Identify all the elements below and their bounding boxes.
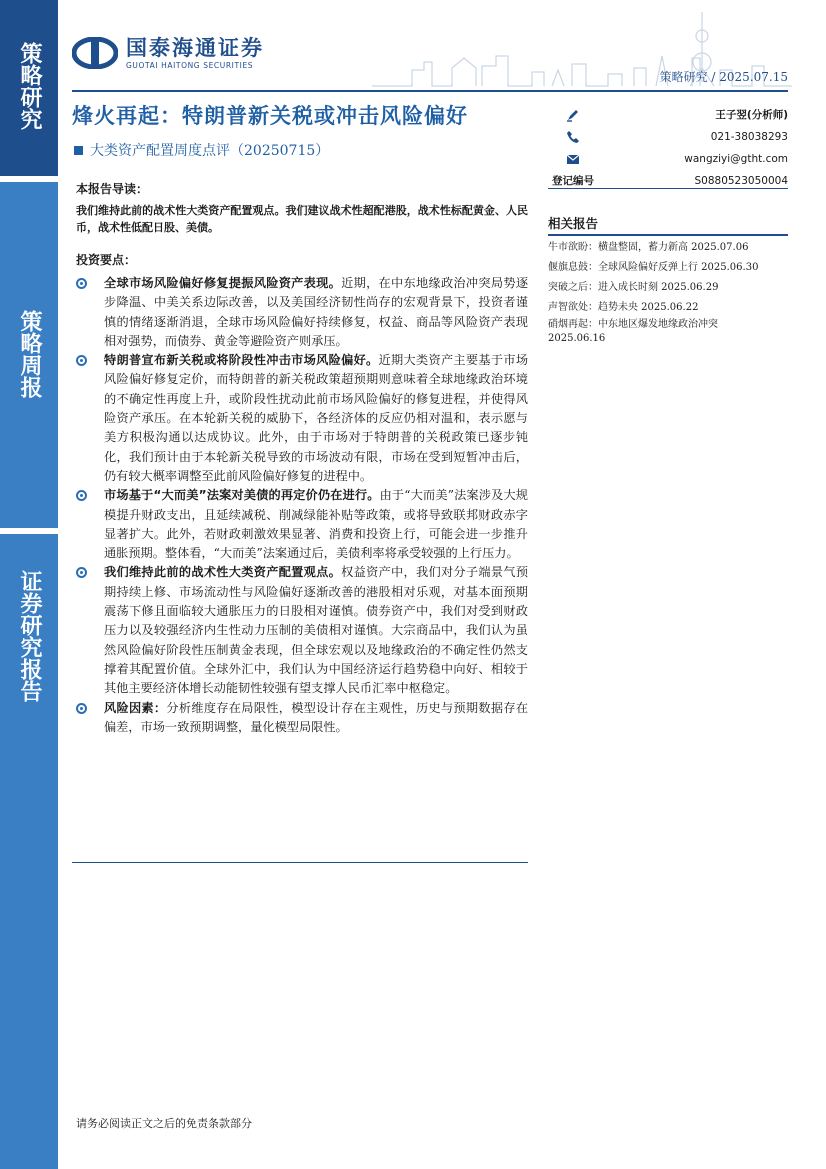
analyst-phone: 021-38038293 (710, 131, 788, 143)
related-report-item[interactable]: 硝烟再起：中东地区爆发地缘政治冲突 (548, 319, 718, 330)
mail-icon (566, 152, 580, 166)
report-guide-title: 本报告导读： (76, 182, 149, 196)
related-report-item[interactable]: 声智欲处：趋势未央 2025.06.22 (548, 302, 699, 313)
report-title: 烽火再起：特朗普新关税或冲击风险偏好 (72, 104, 468, 128)
key-point-body: 分析维度存在局限性，模型设计存在主观性，历史与预期数据存在偏差，市场一致预期调整，量化模型局限性。 (104, 700, 529, 734)
analyst-info (548, 104, 788, 192)
footer-disclaimer: 请务必阅读正文之后的免责条款部分 (76, 1117, 252, 1130)
analyst-phone-row (548, 126, 788, 148)
report-subtitle-text: 大类资产配置周度点评（20250715） (90, 143, 330, 159)
logo-chinese-name: 国泰海通证券 (126, 36, 264, 60)
sidebar-tab-strategy-research (0, 0, 58, 176)
key-points-title: 投资要点： (76, 253, 137, 267)
sidebar-tab-label: 证券研究报告 (17, 570, 42, 702)
related-reports-list (548, 238, 792, 346)
related-reports-title: 相关报告 (548, 216, 599, 231)
key-point-lead: 我们维持此前的战术性大类资产配置观点。 (104, 565, 342, 580)
analyst-email-row (548, 148, 788, 170)
registration-number: S0880523050004 (694, 175, 788, 187)
report-guide-text: 我们维持此前的战术性大类资产配置观点。我们建议战术性超配港股，战术性标配黄金、人民币，战术性低配日股、美债。 (76, 204, 528, 234)
circle-bullet-icon (76, 278, 87, 289)
sidebar-tab-label: 策略周报 (17, 310, 42, 398)
key-point-body: 由于“大而美”法案涉及大规模提升财政支出，且延续减税、削减绿能补贴等政策，或将导致联邦财政赤字显著扩大。此外，若财政刺激效果显著、消费和投资上行，可能会进一步推升通胀预期。整体看，“大而美”法案通过后，美债利率将承受较强的上行压力。 (104, 488, 528, 561)
sidebar-tab-label: 策略研究 (17, 42, 42, 130)
analyst-name: 王子翌(分析师) (715, 109, 788, 121)
key-point-body: 权益资产中，我们对分子端景气预期持续上修、市场流动性与风险偏好逐渐改善的港股相对乐观，对基本面预期震荡下修且面临较大通胀压力的日股相对谨慎。债券资产中，我们对受到财政压力以及较强经济内生性动力压制的美债相对谨慎。大宗商品中，我们认为虽然风险偏好阶段性压制黄金表现，但全球宏观以及地缘政治的不确定性仍然支撑着其配置价值。全球外汇中，我们认为中国经济运行趋势稳中向好、相较于其他主要经济体增长动能韧性较强有望支撑人民币汇率中枢稳定。 (104, 565, 529, 696)
related-report-item[interactable]: 突破之后：进入成长时刻 2025.06.29 (548, 282, 719, 293)
sidebar-tab-strategy-weekly (0, 182, 58, 528)
analyst-name-row (548, 104, 788, 126)
analyst-email[interactable]: wangziyi@gtht.com (684, 153, 788, 165)
key-point (76, 563, 528, 698)
content-divider (72, 862, 528, 863)
header-divider (72, 90, 788, 92)
related-reports-divider (548, 234, 788, 236)
related-report-item-date: 2025.06.16 (548, 333, 606, 344)
key-point (76, 351, 528, 486)
pen-icon (566, 108, 580, 122)
registration-label: 登记编号 (552, 175, 594, 187)
circle-bullet-icon (76, 703, 87, 714)
key-point-body: 近期，在中东地缘政治冲突局势逐步降温、中美关系边际改善，以及美国经济韧性尚存的宏观背景下，投资者谨慎的情绪逐渐消退，全球市场风险偏好持续修复，权益、商品等风险资产表现相对强势，而债券、黄金等避险资产则承压。 (104, 276, 529, 348)
related-report-item[interactable]: 牛市欲盼：横盘整固，蓄力新高 2025.07.06 (548, 242, 749, 253)
key-point-lead: 风险因素： (104, 700, 167, 715)
sidebar-tab-securities-report (0, 534, 58, 1169)
circle-bullet-icon (76, 355, 87, 366)
key-point (76, 274, 528, 351)
square-bullet-icon (74, 146, 83, 155)
circle-bullet-icon (76, 490, 87, 501)
company-logo (72, 36, 264, 70)
logo-emblem-icon (72, 37, 118, 69)
key-point-lead: 全球市场风险偏好修复提振风险资产表现。 (104, 276, 342, 290)
key-points-list (76, 274, 528, 737)
report-subtitle (74, 140, 329, 160)
related-report-item[interactable]: 偃旗息鼓：全球风险偏好反弹上行 2025.06.30 (548, 262, 759, 273)
key-point (76, 486, 528, 563)
analyst-divider (548, 188, 788, 189)
logo-english-name: GUOTAI HAITONG SECURITIES (126, 61, 254, 70)
circle-bullet-icon (76, 567, 87, 578)
key-point-lead: 市场基于“大而美”法案对美债的再定价仍在进行。 (104, 488, 380, 503)
key-point-body: 近期大类资产主要基于市场风险偏好修复定价，而特朗普的新关税政策超预期则意味着全球地缘政治环境的不确定性再度上升，或阶段性扰动此前市场风险偏好的修复进程，并使得风险资产承压。在本轮新关税的威胁下，各经济体的反应仍相对温和，表示愿与美方积极沟通以达成协议。此外，由于市场对于特朗普的关税政策已逐步钝化，我们预计由于本轮新关税导致的市场波动有限，市场在受到短暂冲击后，仍有较大概率调整至此前风险偏好修复的进程中。 (104, 353, 529, 483)
phone-icon (566, 130, 580, 144)
key-point-lead: 特朗普宣布新关税或将阶段性冲击市场风险偏好。 (104, 353, 379, 368)
category-and-date: 策略研究 / 2025.07.15 (659, 70, 788, 84)
key-point (76, 699, 528, 738)
